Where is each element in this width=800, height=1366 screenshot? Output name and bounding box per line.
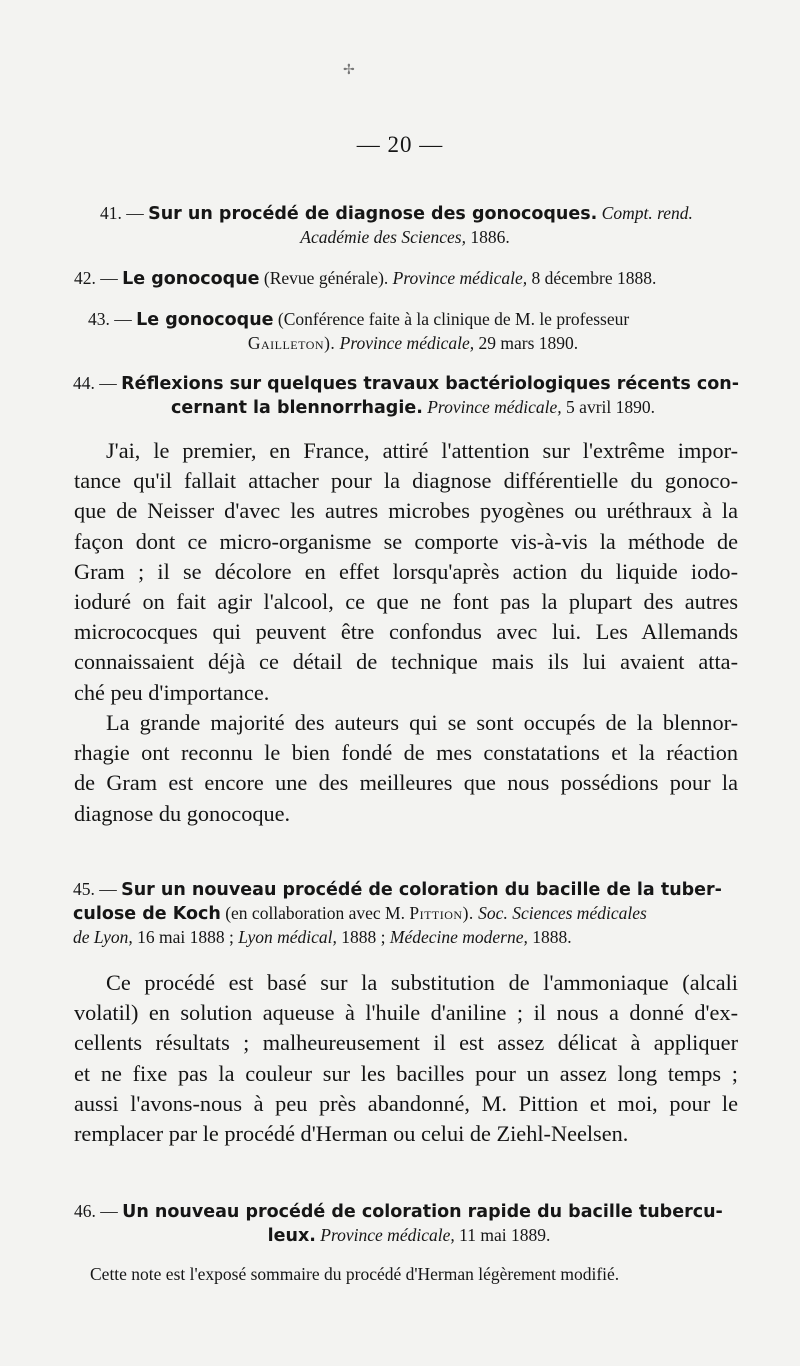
text-line: de Gram est encore une des meilleures que nous possédions pour la (74, 770, 738, 796)
text-line: aussi l'avons-nous à peu près abandonné, M. Pittion et moi, pour le (74, 1090, 738, 1116)
text-line: J'ai, le premier, en France, attiré l'attention sur l'extrême impor- (106, 438, 738, 463)
entry-collaboration: (en collaboration avec M. (225, 903, 405, 923)
entry-date: 8 décembre 1888. (531, 268, 657, 288)
entry-42 (74, 267, 754, 291)
entry-description: (Conférence faite à la clinique de M. le professeur (277, 309, 630, 329)
entry-number: 44. — (73, 373, 117, 393)
entry-title: Sur un procédé de diagnose des gonocoques. (148, 204, 598, 224)
entry-person: Pittion). (409, 903, 474, 923)
entry-title: Réflexions sur quelques travaux bactériologiques récents con- (121, 374, 739, 394)
entry-45 (73, 878, 741, 949)
paragraph-44-b (74, 708, 738, 829)
paragraph-44-a (74, 436, 738, 708)
entry-number: 46. — (74, 1201, 118, 1221)
entry-reference: Province médicale, (320, 1225, 455, 1245)
text-line: micrococques qui peuvent être confondus avec lui. Les Allemands (74, 619, 738, 645)
entry-reference: de Lyon, (73, 927, 133, 947)
entry-reference: Soc. Sciences médicales (478, 903, 647, 923)
entry-41 (100, 202, 710, 249)
entry-title-continued: cernant la blennorrhagie. (170, 398, 423, 418)
page-number: — 20 — (356, 132, 444, 157)
entry-reference: Province médicale, (392, 268, 528, 288)
text-line: façon dont ce micro-organisme se comporte vis-à-vis la méthode de (74, 528, 738, 554)
note-46: Cette note est l'exposé sommaire du procédé d'Herman légèrement modifié. (90, 1264, 620, 1284)
entry-number: 41. — (100, 203, 144, 223)
print-speck: ✢ (343, 63, 355, 78)
text-line: et ne fixe pas la couleur sur les bacilles pour un assez long temps ; (74, 1060, 738, 1086)
entry-title-continued: leux. (267, 1226, 316, 1246)
text-line: remplacer par le procédé d'Herman ou celui de Ziehl-Neelsen. (74, 1121, 629, 1147)
entry-number: 45. — (73, 879, 117, 899)
text-line: diagnose du gonocoque. (74, 800, 291, 826)
text-line: ioduré on fait agir l'alcool, ce que ne font pas la plupart des autres (74, 589, 738, 615)
paragraph-45 (74, 968, 738, 1149)
entry-44 (73, 372, 753, 420)
entry-43 (88, 308, 738, 355)
entry-date: 1888. (532, 927, 572, 947)
text-line: Gram ; il se décolore en effet lorsqu'après action du liquide iodo- (74, 558, 738, 584)
text-line: Ce procédé est basé sur la substitution de l'ammoniaque (alcali (106, 970, 738, 995)
text-line: rhagie ont reconnu le bien fondé de mes constatations et la réaction (74, 740, 738, 766)
entry-person: Gailleton). (247, 333, 336, 353)
entry-title: Sur un nouveau procédé de coloration du bacille de la tuber- (121, 880, 722, 900)
text-line: que de Neisser d'avec les autres microbes pyogènes ou uréthraux à la (74, 498, 738, 524)
entry-title-continued: culose de Koch (73, 904, 221, 924)
entry-reference: Médecine moderne, (389, 927, 528, 947)
entry-number: 42. — (74, 268, 118, 288)
entry-date: 5 avril 1890. (566, 397, 655, 417)
entry-title: Le gonocoque (136, 310, 274, 330)
text-line: ché peu d'importance. (74, 679, 270, 705)
text-line: connaissaient déjà ce détail de technique mais ils lui avaient atta- (74, 649, 738, 675)
text-line: tance qu'il fallait attacher pour la diagnose différentielle du gonoco- (74, 468, 738, 494)
entry-description: (Revue générale). (263, 268, 389, 288)
entry-date: 11 mai 1889. (459, 1225, 551, 1245)
entry-title: Le gonocoque (122, 269, 260, 289)
entry-date: 16 mai 1888 ; (137, 927, 234, 947)
entry-reference: Compt. rend. (601, 203, 693, 223)
entry-reference: Province médicale, (427, 397, 562, 417)
entry-number: 43. — (88, 309, 132, 329)
entry-reference: Province médicale, (339, 333, 475, 353)
entry-date: 1888 ; (341, 927, 386, 947)
text-line: volatil) en solution aqueuse à l'huile d'aniline ; il nous a donné d'ex- (74, 1000, 738, 1026)
entry-reference: Lyon médical, (238, 927, 337, 947)
text-line: cellents résultats ; malheureusement il est assez délicat à appliquer (74, 1030, 738, 1056)
entry-date: 1886. (470, 227, 510, 247)
entry-date: 29 mars 1890. (478, 333, 579, 353)
entry-title: Un nouveau procédé de coloration rapide du bacille tubercu- (122, 1202, 723, 1222)
entry-46 (74, 1200, 744, 1248)
entry-reference: Académie des Sciences, (300, 227, 466, 247)
text-line: La grande majorité des auteurs qui se sont occupés de la blennor- (106, 710, 738, 735)
